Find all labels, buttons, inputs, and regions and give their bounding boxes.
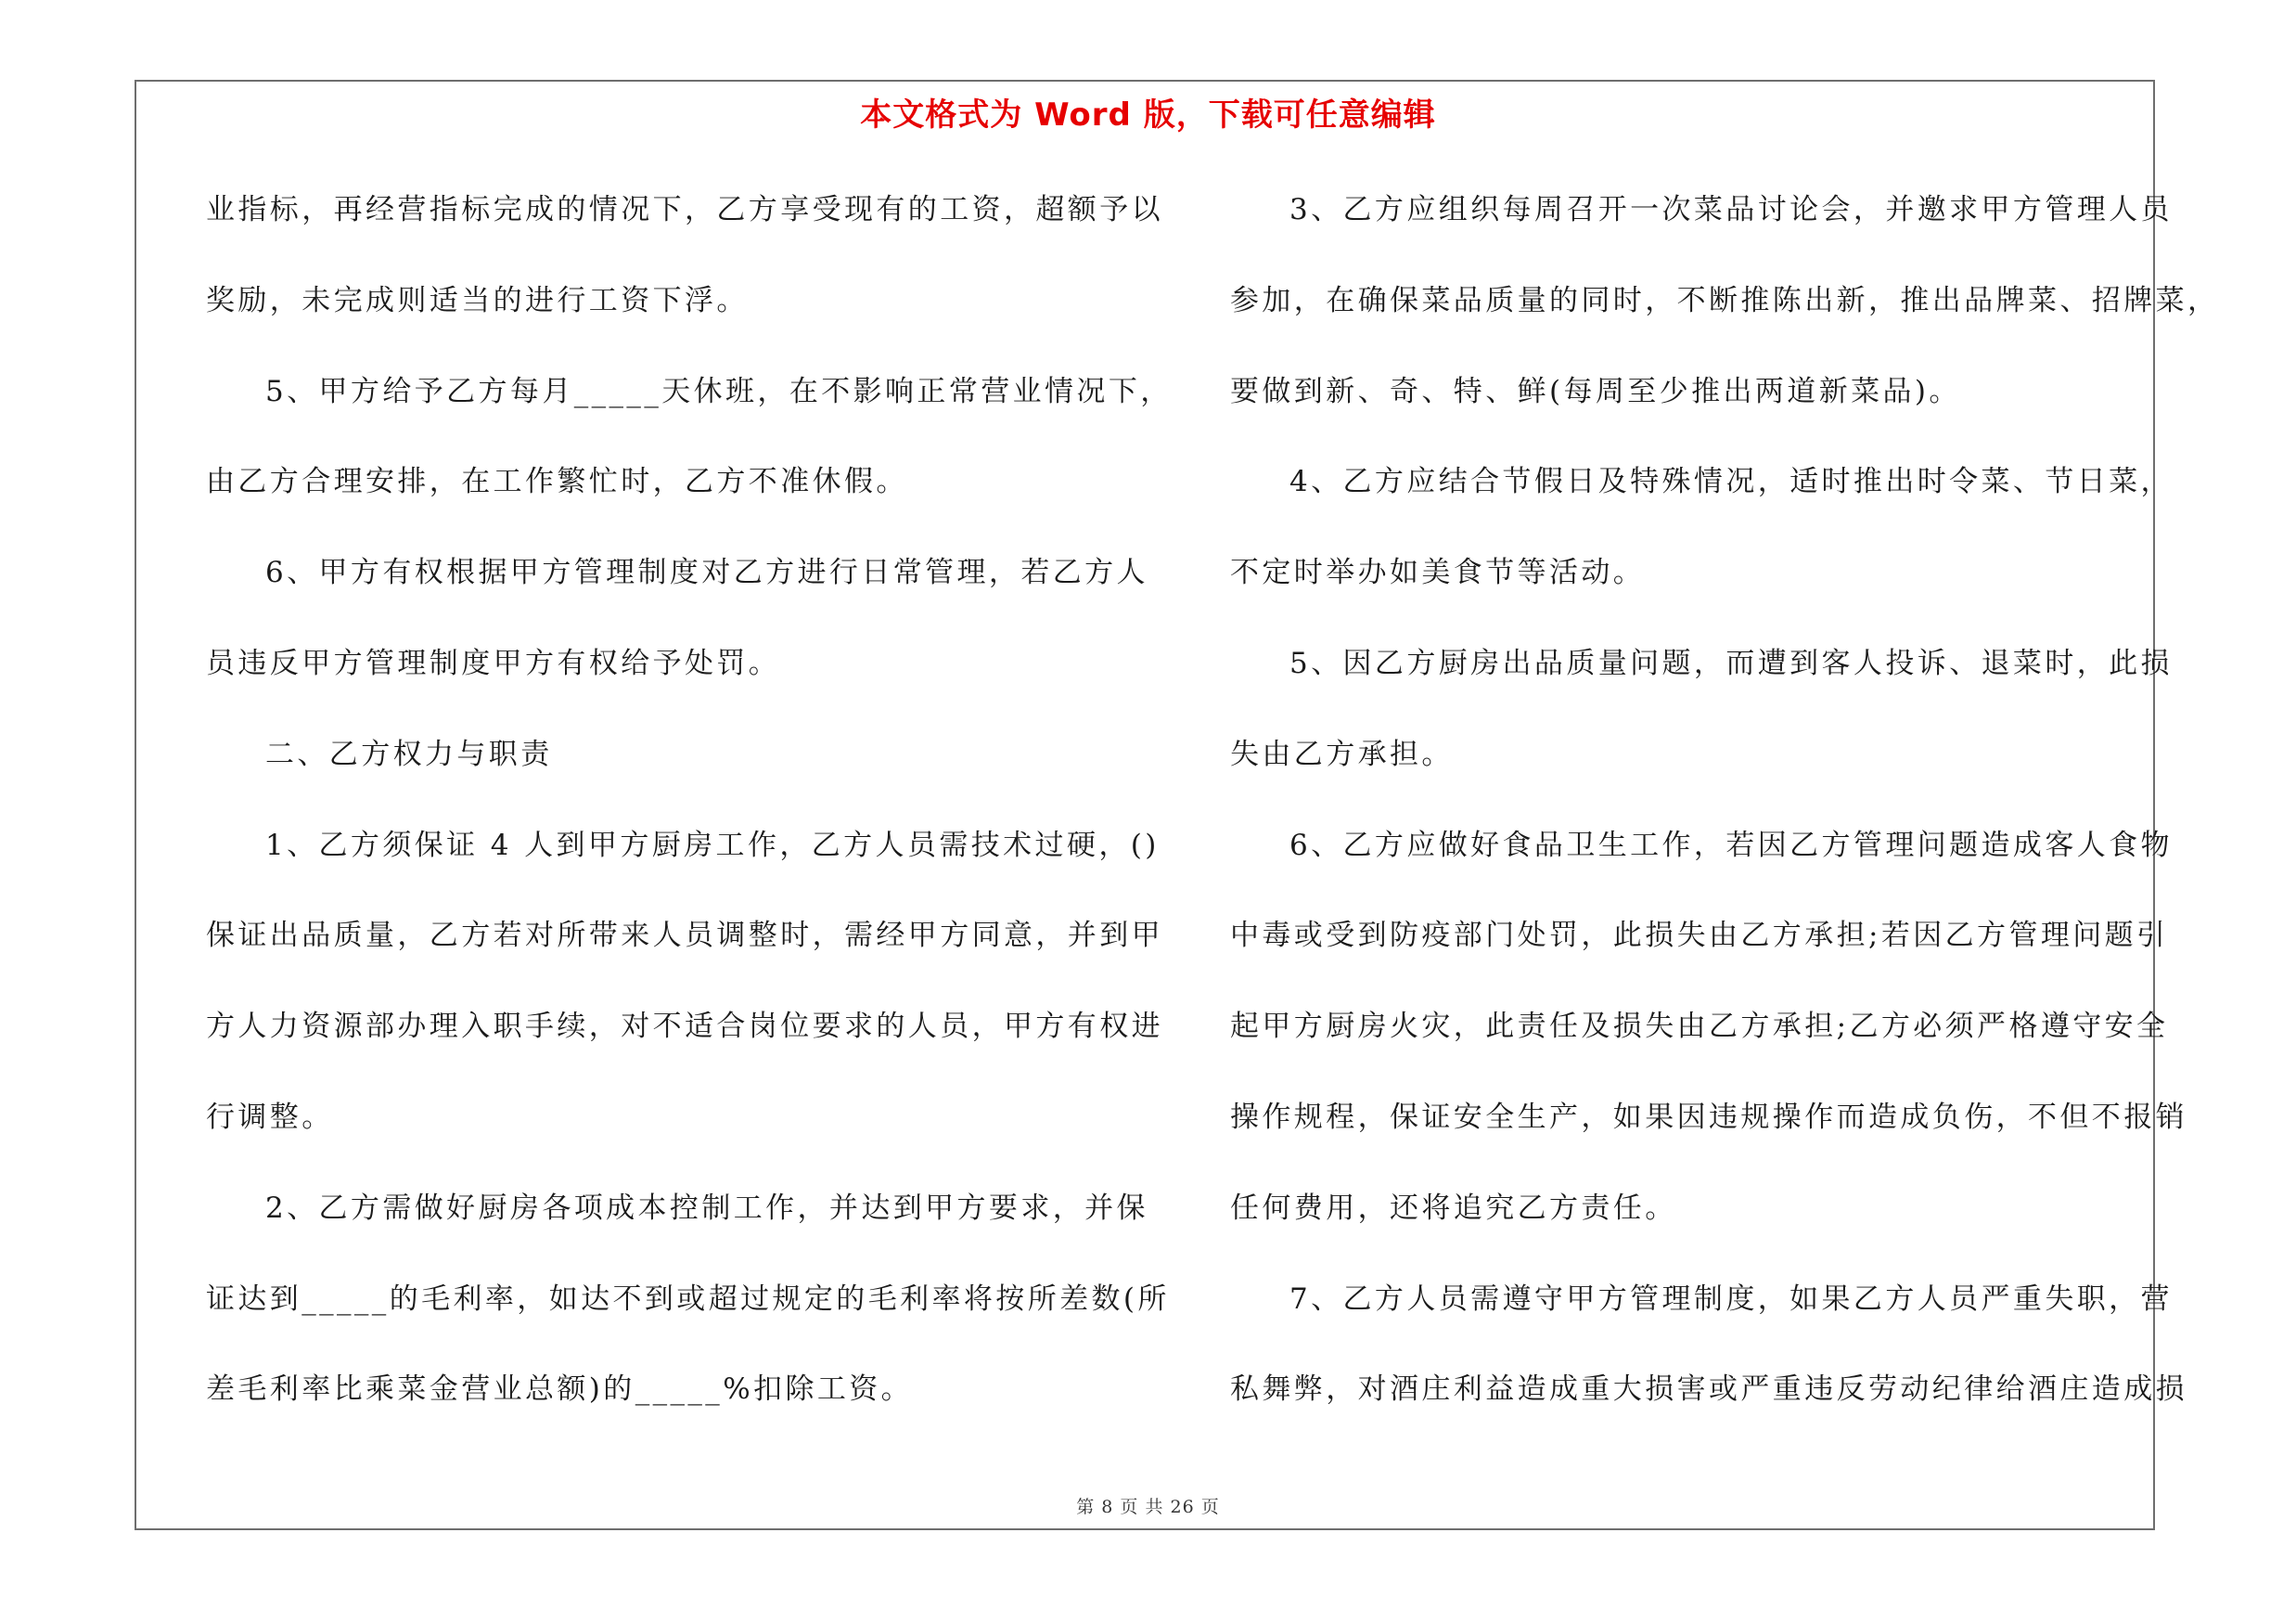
text-line: 任何费用，还将追究乙方责任。 <box>1230 1191 1677 1225</box>
right-text-column <box>1230 182 2220 1452</box>
text-line: 二、乙方权力与职责 <box>265 737 553 771</box>
text-line: 差毛利率比乘菜金营业总额)的_____%扣除工资。 <box>206 1372 914 1407</box>
left-text-column <box>206 182 1173 1452</box>
text-line: 奖励，未完成则适当的进行工资下浮。 <box>206 283 749 317</box>
text-line: 6、甲方有权根据甲方管理制度对乙方进行日常管理，若乙方人 <box>265 556 1148 590</box>
page-number: 第 8 页 共 26 页 <box>1076 1497 1220 1517</box>
text-line: 5、因乙方厨房出品质量问题，而遭到客人投诉、退菜时，此损 <box>1289 646 2173 680</box>
text-line: 2、乙方需做好厨房各项成本控制工作，并达到甲方要求，并保 <box>265 1191 1148 1225</box>
text-line: 私舞弊，对酒庄利益造成重大损害或严重违反劳动纪律给酒庄造成损 <box>1230 1372 2187 1407</box>
text-line: 失由乙方承担。 <box>1230 737 1454 771</box>
text-line: 6、乙方应做好食品卫生工作，若因乙方管理问题造成客人食物 <box>1289 828 2173 862</box>
text-line: 参加，在确保菜品质量的同时，不断推陈出新，推出品牌菜、招牌菜， <box>1230 283 2220 317</box>
text-line: 起甲方厨房火灾，此责任及损失由乙方承担;乙方必须严格遵守安全 <box>1230 1010 2169 1044</box>
text-line: 证达到_____的毛利率，如达不到或超过规定的毛利率将按所差数(所 <box>206 1282 1170 1316</box>
text-line: 员违反甲方管理制度甲方有权给予处罚。 <box>206 646 781 680</box>
text-line: 行调整。 <box>206 1100 334 1134</box>
text-line: 1、乙方须保证 4 人到甲方厨房工作，乙方人员需技术过硬，() <box>265 828 1160 862</box>
text-line: 操作规程，保证安全生产，如果因违规操作而造成负伤，不但不报销 <box>1230 1100 2187 1134</box>
format-notice: 本文格式为 Word 版，下载可任意编辑 <box>860 97 1436 134</box>
text-line: 方人力资源部办理入职手续，对不适合岗位要求的人员，甲方有权进 <box>206 1010 1163 1044</box>
text-line: 5、甲方给予乙方每月_____天休班，在不影响正常营业情况下， <box>265 374 1173 408</box>
text-line: 中毒或受到防疫部门处罚，此损失由乙方承担;若因乙方管理问题引 <box>1230 919 2169 953</box>
text-line: 由乙方合理安排，在工作繁忙时，乙方不准休假。 <box>206 465 908 499</box>
text-line: 不定时举办如美食节等活动。 <box>1230 556 1646 590</box>
text-line: 3、乙方应组织每周召开一次菜品讨论会，并邀求甲方管理人员 <box>1289 193 2173 226</box>
text-line: 要做到新、奇、特、鲜(每周至少推出两道新菜品)。 <box>1230 374 1961 408</box>
text-line: 4、乙方应结合节假日及特殊情况，适时推出时令菜、节日菜， <box>1289 465 2173 499</box>
text-line: 保证出品质量，乙方若对所带来人员调整时，需经甲方同意，并到甲 <box>206 919 1163 953</box>
text-line: 业指标，再经营指标完成的情况下，乙方享受现有的工资，超额予以 <box>206 193 1163 226</box>
text-line: 7、乙方人员需遵守甲方管理制度，如果乙方人员严重失职，营 <box>1289 1282 2173 1316</box>
